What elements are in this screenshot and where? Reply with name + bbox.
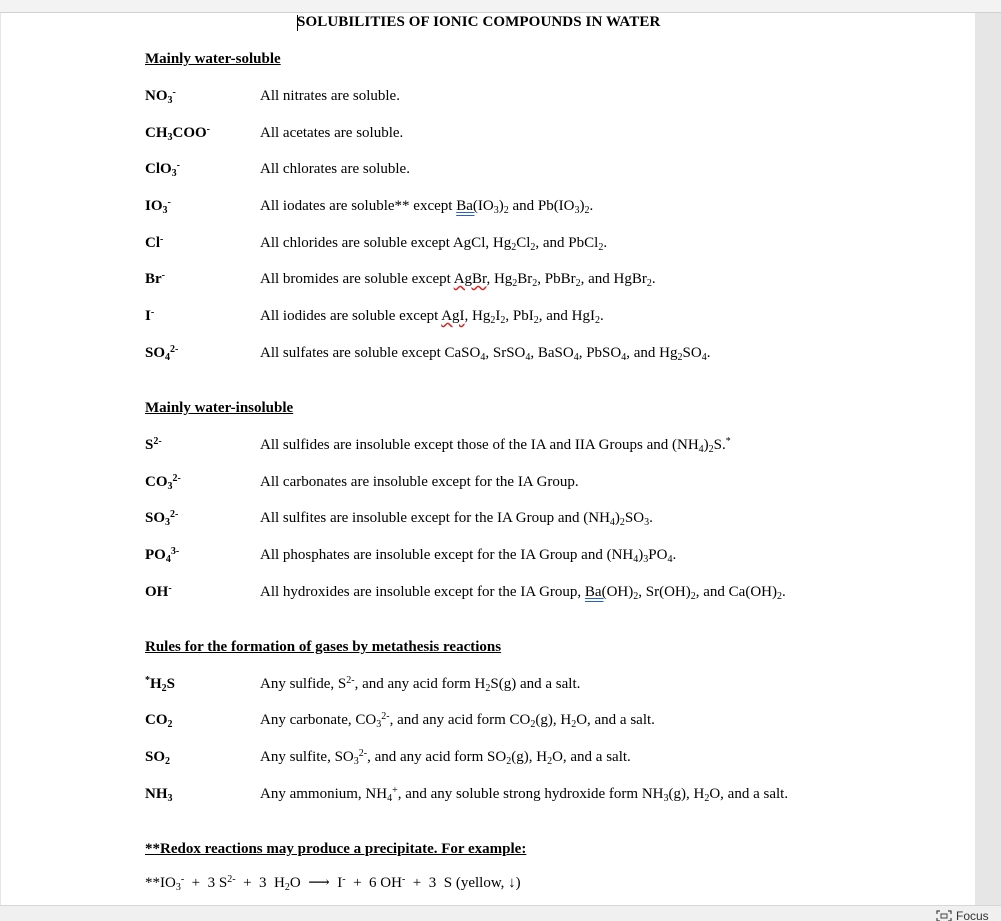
rule-text: All acetates are soluble. — [260, 125, 404, 141]
rule-text: All iodates are soluble** except $Ba(IO_3)_2$ and $Pb(IO_3)_2$. — [260, 198, 594, 216]
rule-text: All bromides are soluble except AgBr, $Hg_2Br_2$, PbBr$_2$, and HgBr$_2$. — [260, 271, 656, 289]
rule-text: Any sulfite, $SO_3^{2-}$, and any acid form $SO_2(g)$, $H_2O$, and a salt. — [260, 748, 631, 767]
ion-formula: OH- — [145, 583, 172, 600]
rule-row-iodate — [1, 198, 975, 220]
rule-text: All iodides are soluble except AgI, $Hg_2I_2$, PbI$_2$, and HgI$_2$. — [260, 308, 604, 326]
ion-formula: $PO_4^{3-}$ — [145, 546, 180, 565]
rule-row-nitrate — [1, 88, 975, 110]
rule-row-phosphate — [1, 547, 975, 569]
rule-row-sulfate — [1, 345, 975, 367]
rule-text: Any sulfide, $S^{2-}$, and any acid form $H_2S(g)$ and a salt. — [260, 675, 581, 694]
rule-text: Any ammonium, $NH_4^+$, and any soluble strong hydroxide form $NH_3(g)$, $H_2O$, and a salt. — [260, 785, 789, 804]
rule-row-carbonate — [1, 474, 975, 496]
ion-formula: I- — [145, 307, 155, 324]
rule-text: Any carbonate, $CO_3^{2-}$, and any acid form $CO_2(g)$, $H_2O$, and a salt. — [260, 711, 655, 730]
rule-row-acetate — [1, 125, 975, 147]
rule-row-co2 — [1, 712, 975, 734]
gas-formula: $^*H_2S$ — [145, 675, 176, 694]
gas-formula: $NH_3$ — [145, 786, 173, 804]
ion-formula: $SO_3^{2-}$ — [145, 509, 179, 528]
ion-formula: $S^{2-}$ — [145, 436, 162, 453]
redox-equation: $**IO_3^- + 3$ $S^{2-} + 3$ $H_2O$ ⟶ I- + 6 OH- + 3 S (yellow, ↓) — [145, 874, 521, 893]
focus-mode-button[interactable] — [936, 906, 1001, 921]
page-title: SOLUBILITIES OF IONIC COMPOUNDS IN WATER — [297, 14, 661, 30]
section-heading-soluble: Mainly water-soluble — [145, 51, 281, 67]
rule-row-hydroxide — [1, 584, 975, 606]
ion-formula: $IO_3^-$ — [145, 197, 171, 216]
ion-formula: $NO_3^-$ — [145, 87, 176, 106]
rule-row-bromide — [1, 271, 975, 293]
gas-formula: $SO_2$ — [145, 749, 171, 767]
section-heading-gases: Rules for the formation of gases by metathesis reactions — [145, 639, 502, 655]
rule-text: All chlorides are soluble except AgCl, $Hg_2Cl_2$, and PbCl$_2$. — [260, 235, 608, 253]
rule-text: All hydroxides are insoluble except for the IA Group, $Ba(OH)_2$, $Sr(OH)_2$, and $Ca(OH)_2$. — [260, 584, 786, 602]
rule-row-so2 — [1, 749, 975, 771]
rule-text: All sulfides are insoluble except those of the IA and IIA Groups and $(NH_4)_2S.^*$ — [260, 436, 731, 455]
rule-text: All carbonates are insoluble except for the IA Group. — [260, 474, 579, 490]
rule-row-chlorate — [1, 161, 975, 183]
rule-text: All phosphates are insoluble except for the IA Group and $(NH_4)_3PO_4$. — [260, 547, 677, 565]
rule-row-iodide — [1, 308, 975, 330]
status-bar — [0, 905, 1001, 921]
ion-formula: Cl- — [145, 234, 164, 251]
rule-text: All sulfites are insoluble except for the IA Group and $(NH_4)_2SO_3$. — [260, 510, 653, 528]
rule-row-sulfite — [1, 510, 975, 532]
rule-text: All nitrates are soluble. — [260, 88, 400, 104]
rule-text: All sulfates are soluble except CaSO$_4$, SrSO$_4$, BaSO$_4$, PbSO$_4$, and $Hg_2SO_4$. — [260, 345, 711, 363]
rule-row-chloride — [1, 235, 975, 257]
document-page[interactable] — [1, 13, 975, 905]
ion-formula: ClO$_3$- — [145, 160, 181, 179]
ion-formula: Br- — [145, 270, 166, 287]
rule-row-h2s — [1, 676, 975, 698]
window-top-strip — [0, 0, 1001, 13]
rule-text: All chlorates are soluble. — [260, 161, 410, 177]
gas-formula: $CO_2$ — [145, 712, 173, 730]
ion-formula: $CO_3^{2-}$ — [145, 473, 181, 492]
ion-formula: $CH_3COO^-$ — [145, 124, 211, 143]
ion-formula: $SO_4^{2-}$ — [145, 344, 179, 363]
section-heading-redox: **Redox reactions may produce a precipitate. For example: — [145, 841, 527, 857]
section-heading-insoluble: Mainly water-insoluble — [145, 400, 294, 416]
focus-icon — [936, 910, 952, 921]
rule-row-sulfide — [1, 437, 975, 459]
rule-row-nh3 — [1, 786, 975, 808]
focus-label: Focus — [956, 909, 989, 921]
